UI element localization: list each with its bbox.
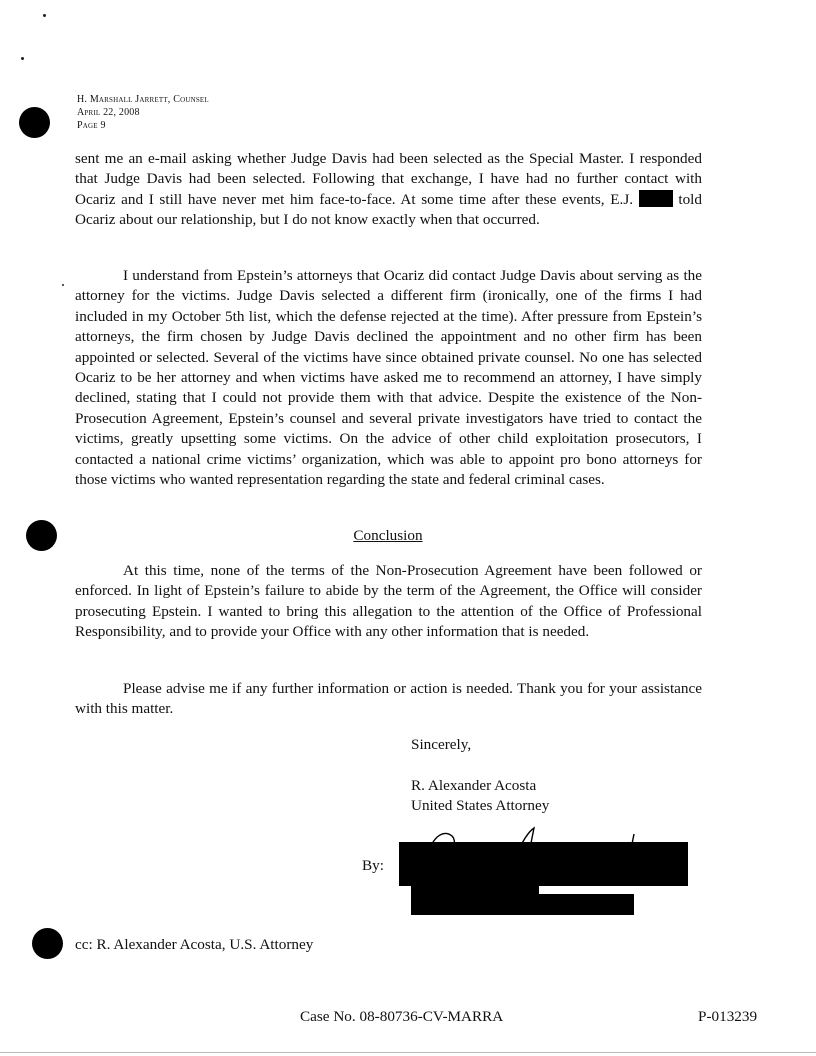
paragraph-text: Please advise me if any further information or action is needed. Thank you for your assistance with this matter. bbox=[75, 680, 702, 718]
punch-hole-bottom bbox=[32, 928, 63, 959]
closing-salutation: Sincerely, bbox=[411, 736, 472, 753]
paragraph-victims bbox=[75, 266, 702, 490]
header-date: April 22, 2008 bbox=[77, 107, 140, 118]
by-label: By: bbox=[362, 857, 384, 874]
letter-header bbox=[77, 93, 209, 132]
paragraph-conclusion bbox=[75, 561, 702, 643]
signature-redaction bbox=[399, 842, 688, 886]
paragraph-text: At this time, none of the terms of the Non-Prosecution Agreement have been followed or enforced. In light of Epstein’s failure to abide by the term of the Agreement, the Office will consider prosecuting Epstein. I wanted to bring this allegation to the attention of the Office of Professional Responsibility, and to provide your Office with any other information that is needed. bbox=[75, 562, 702, 641]
scan-edge-line bbox=[0, 1052, 816, 1053]
header-recipient: H. Marshall Jarrett, Counsel bbox=[77, 94, 209, 105]
signer-title: United States Attorney bbox=[411, 797, 550, 814]
name-redaction bbox=[639, 190, 673, 207]
paragraph-text-after-redaction: told Ocariz about our relationship, but I do not know exactly when that occurred. bbox=[75, 190, 702, 229]
paragraph-continuation bbox=[75, 149, 702, 231]
scan-speck bbox=[21, 57, 24, 60]
scan-speck bbox=[62, 284, 64, 286]
conclusion-heading: Conclusion bbox=[353, 527, 423, 544]
scan-speck bbox=[43, 14, 46, 17]
paragraph-text-before-redaction: sent me an e-mail asking whether Judge Davis had been selected as the Special Master. I responded that Judge Davis had been selected. Following that exchange, I have had no further contact with Ocariz and I still have never met him face-to-face. At some time after these events, E.J. bbox=[75, 150, 702, 208]
punch-hole-top bbox=[19, 107, 50, 138]
signer-name: R. Alexander Acosta bbox=[411, 777, 537, 794]
paragraph-text: I understand from Epstein’s attorneys that Ocariz did contact Judge Davis about serving as the attorney for the victims. Judge Davis selected a different firm (ironically, one of the firms I had included in my October 5th list, which the defense rejected at the time). After pressure from Epstein’s attorneys, the firm chosen by Judge Davis declined the appointment and no other firm has been appointed or selected. Several of the victims have since obtained private counsel. No one has selected Ocariz to be her attorney and when victims have asked me to recommend an attorney, I have simply declined, stating that I could not provide them with that advice. Despite the existence of the Non-Prosecution Agreement, Epstein’s counsel and several private investigators have tried to contact the victims, greatly upsetting some victims. On the advice of other child exploitation prosecutors, I contacted a national crime victims’ organization, which was able to appoint pro bono attorneys for those victims who wanted representation regarding the state and federal criminal cases. bbox=[75, 267, 702, 489]
signature-redaction-lower bbox=[411, 894, 634, 915]
paragraph-closing-request bbox=[75, 679, 702, 720]
header-page: Page 9 bbox=[77, 120, 106, 131]
cc-line: cc: R. Alexander Acosta, U.S. Attorney bbox=[75, 936, 314, 953]
footer-case-number: Case No. 08-80736-CV-MARRA bbox=[300, 1008, 504, 1025]
footer-bates-number: P-013239 bbox=[698, 1008, 758, 1025]
